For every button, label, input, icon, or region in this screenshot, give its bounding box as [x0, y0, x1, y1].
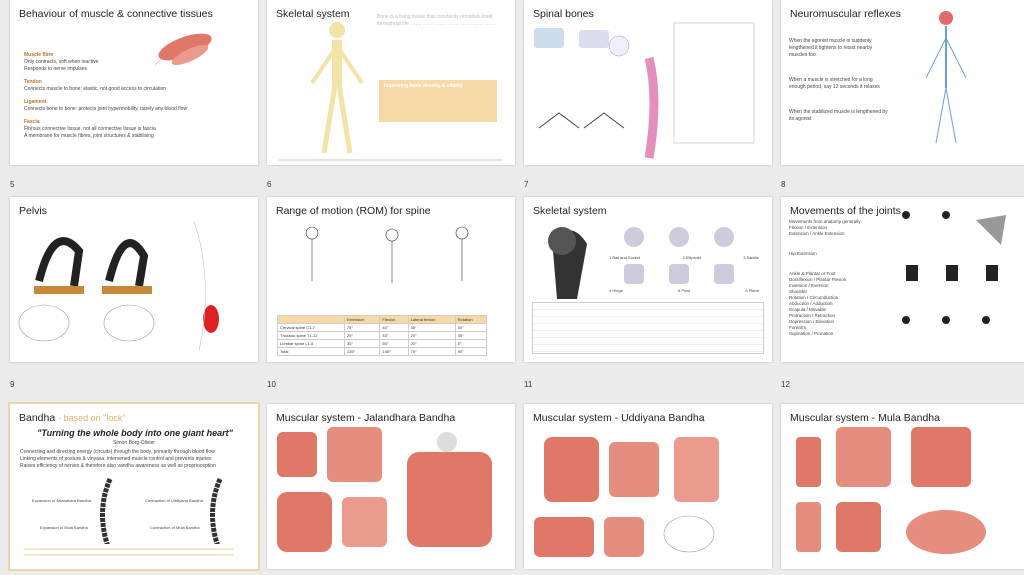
slide-4[interactable]: [781, 0, 1024, 165]
bullet: A membrane for muscle fibres, joint structures & stabilising: [24, 133, 154, 139]
slide-title: Movements of the joints: [790, 205, 901, 217]
slide-title: Spinal bones: [533, 8, 594, 20]
section-heading: Fascia: [24, 119, 40, 125]
slide-2[interactable]: Skeletal system Bone is a living tissue that constantly remodels itself throughout life ........ ........ ........ ........ ........ ........ ........ Improving bone density & vitality: [267, 0, 515, 165]
slide-8[interactable]: Movements of the joints Movements from anatomy generally Flexion / Extension Extension / Ankle Extension Hip Extension Ankle & Plantar or Foot Dorsiflexion / Plantar Flexion Inversion / Eversion Shoulder Rotation / Circumduction Abduction / Adduction Scapula / Movable Protraction / Retraction Depression / Elevation Forearm Supination / Pronation: [781, 197, 1024, 362]
slide-7[interactable]: Skeletal system 1 Ball and Socket 2 Ellipsoid 3 Saddle 4 Hinge 5 Pivot 6 Plane: [524, 197, 772, 362]
faded-notes: [24, 544, 234, 558]
slide-title: Skeletal system: [533, 205, 607, 217]
pelvic-floor-illustration: [781, 422, 1021, 567]
section-heading: Tendon: [24, 79, 42, 85]
slide-10[interactable]: [267, 404, 515, 569]
slide-title: Neuromuscular reflexes: [790, 8, 901, 20]
slide-3[interactable]: [524, 0, 772, 165]
abdominal-muscles-illustration: [524, 422, 764, 567]
rom-table: Extension Flexion Lateral flexion Rotation Cervical spine C1-7 75° 40° 35° 50° Thoracic spine T1-12 25° 45° 20° 35° Lumbar spine L1-5 35° 60° 20° 5° Total 135° 145° 75° 90°: [277, 315, 487, 356]
slide-title: Bandha - based on "lock": [19, 412, 126, 424]
bullet: Connects muscle to bone: elastic, not good access to circulation: [24, 86, 167, 92]
pelvis-illustration: [14, 211, 254, 356]
slide-6[interactable]: [267, 197, 515, 362]
bullet: Only contracts, soft when inactive: [24, 59, 99, 65]
slide-12[interactable]: [781, 404, 1024, 569]
quote: "Turning the whole body into one giant heart": [37, 428, 233, 438]
slide-9[interactable]: Bandha - based on "lock" "Turning the whole body into one giant heart" Simon Borg-Olivier Connecting and directing energy (circuits) through the body, primarily through blood flow Linking elements of posture & vinyasa: intervened muscle control and prevents injuries Raises efficiency of nerves & therefore also vandha awareness as well as proprioception Expansion of Jalandhara Bandha Contraction of Uddiyana Bandha Expansion of Mula Bandha Contraction of Mula Bandha: [10, 404, 258, 569]
reflex-text: When the stabilized muscle is lengthened by its agonist: [789, 109, 888, 122]
joint-movement-illustration: [881, 205, 1021, 355]
slide-title: Muscular system - Mula Bandha: [790, 412, 940, 424]
slide-title: Skeletal system: [276, 8, 350, 20]
reflex-text: When a muscle is stretched for a long enough period, say 12 seconds it relaxes: [789, 77, 880, 90]
reflex-text: When the agonist muscle is suddenly lengthened it tightens to resist nearby muscles too: [789, 38, 873, 58]
femur-illustration: [532, 219, 602, 299]
bullet: Responds to nerve impulses: [24, 66, 88, 72]
skeleton-illustration: [302, 18, 372, 158]
bullet: Connects bone to bone: protects joint hypermobility, barely any blood flow: [24, 106, 188, 112]
info-box: Improving bone density & vitality: [379, 80, 497, 122]
slide-title: Muscular system - Uddiyana Bandha: [533, 412, 705, 424]
joint-table: [532, 302, 764, 354]
slide-11[interactable]: [524, 404, 772, 569]
slide-title: Muscular system - Jalandhara Bandha: [276, 412, 456, 424]
slide-5[interactable]: [10, 197, 258, 362]
bullet: Fibrous connective tissue, not all connective tissue is fascia: [24, 126, 156, 132]
spine-rom-illustration: [267, 221, 507, 301]
vertebra-illustration: [524, 18, 764, 163]
slide-title: Pelvis: [19, 205, 48, 217]
quote-author: Simon Borg-Olivier: [113, 440, 155, 446]
section-heading: Ligament: [24, 99, 47, 105]
neck-muscles-illustration: [267, 422, 507, 567]
slide-1[interactable]: [10, 0, 258, 165]
slide-title: Behaviour of muscle & connective tissues: [19, 8, 213, 20]
bandha-spine-illustration: [10, 474, 250, 554]
slide-title: Range of motion (ROM) for spine: [276, 205, 431, 217]
nervous-system-illustration: [921, 8, 971, 148]
section-heading: Muscle fibre: [24, 52, 54, 58]
